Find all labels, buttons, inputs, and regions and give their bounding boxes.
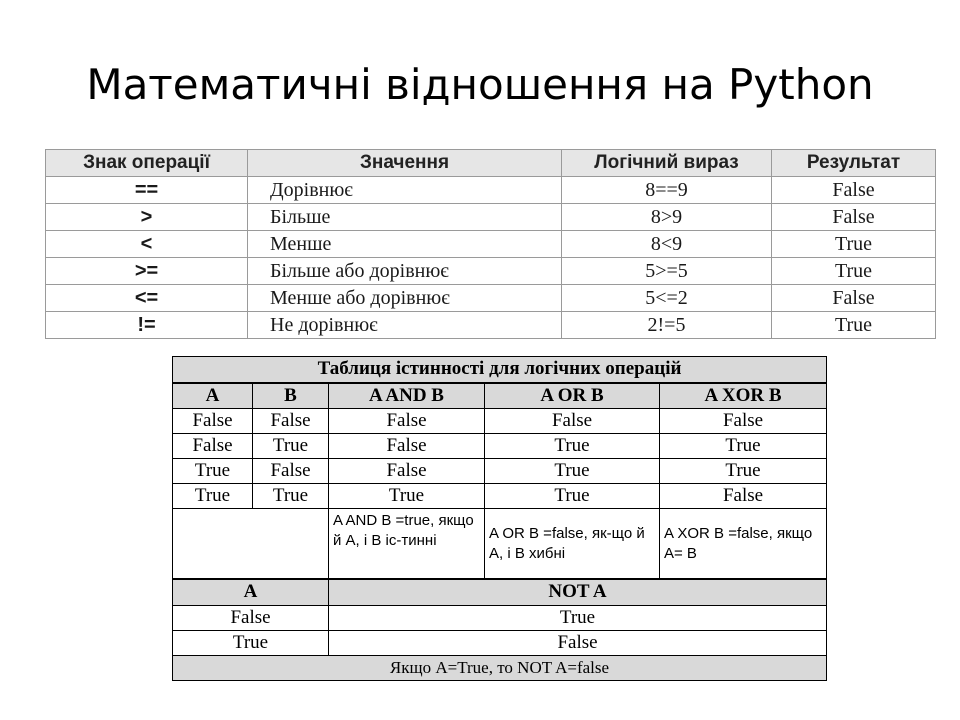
xor-cell: False: [660, 409, 827, 434]
operator-cell: >=: [46, 258, 248, 285]
table-row: [46, 285, 936, 312]
table-row: [46, 312, 936, 339]
column-header-result: Результат: [772, 150, 936, 177]
xor-note: A XOR B =false, якщо A= B: [660, 509, 827, 579]
xor-cell: False: [660, 484, 827, 509]
comparison-operators-table: [45, 149, 936, 339]
operator-cell: !=: [46, 312, 248, 339]
expression-cell: 8<9: [562, 231, 772, 258]
table-row: [46, 177, 936, 204]
a-cell: False: [173, 434, 253, 459]
b-cell: False: [253, 409, 329, 434]
operator-cell: <: [46, 231, 248, 258]
not-a-cell: True: [329, 605, 827, 630]
column-header-or: A OR B: [485, 383, 660, 409]
a-cell: False: [173, 605, 329, 630]
table-row: [173, 434, 827, 459]
operator-cell: <=: [46, 285, 248, 312]
slide-title: Математичні відношення на Python: [86, 60, 874, 109]
table-row: [173, 459, 827, 484]
expression-cell: 8==9: [562, 177, 772, 204]
b-cell: False: [253, 459, 329, 484]
table-row: [173, 484, 827, 509]
or-cell: False: [485, 409, 660, 434]
expression-cell: 2!=5: [562, 312, 772, 339]
or-cell: True: [485, 434, 660, 459]
or-note: A OR B =false, як-що й A, і B хибні: [485, 509, 660, 579]
not-a-cell: False: [329, 630, 827, 655]
expression-cell: 5<=2: [562, 285, 772, 312]
result-cell: True: [772, 231, 936, 258]
operator-cell: >: [46, 204, 248, 231]
a-cell: True: [173, 484, 253, 509]
result-cell: False: [772, 177, 936, 204]
meaning-cell: Більше або дорівнює: [248, 258, 562, 285]
meaning-cell: Не дорівнює: [248, 312, 562, 339]
meaning-cell: Менше: [248, 231, 562, 258]
column-header-operator: Знак операції: [46, 150, 248, 177]
column-header-xor: A XOR B: [660, 383, 827, 409]
or-cell: True: [485, 484, 660, 509]
not-header-row: [173, 579, 827, 605]
b-cell: True: [253, 434, 329, 459]
b-cell: True: [253, 484, 329, 509]
truth-table-title: Таблиця істинності для логічних операцій: [173, 357, 827, 383]
meaning-cell: Менше або дорівнює: [248, 285, 562, 312]
operator-cell: ==: [46, 177, 248, 204]
result-cell: True: [772, 258, 936, 285]
table-row: [46, 258, 936, 285]
and-cell: False: [329, 459, 485, 484]
truth-table: [172, 356, 827, 681]
meaning-cell: Дорівнює: [248, 177, 562, 204]
table-row: [173, 409, 827, 434]
meaning-cell: Більше: [248, 204, 562, 231]
result-cell: True: [772, 312, 936, 339]
column-header-and: A AND B: [329, 383, 485, 409]
table-row: [46, 231, 936, 258]
and-cell: False: [329, 409, 485, 434]
result-cell: False: [772, 285, 936, 312]
column-header-meaning: Значення: [248, 150, 562, 177]
result-cell: False: [772, 204, 936, 231]
notes-row: [173, 509, 827, 579]
table-row: [173, 630, 827, 655]
xor-cell: True: [660, 434, 827, 459]
a-cell: True: [173, 459, 253, 484]
xor-cell: True: [660, 459, 827, 484]
column-header-b: B: [253, 383, 329, 409]
truth-table-header-row: [173, 383, 827, 409]
and-cell: True: [329, 484, 485, 509]
table-row: [46, 204, 936, 231]
and-note: A AND B =true, якщо й A, і B іс-тинні: [329, 509, 485, 579]
expression-cell: 5>=5: [562, 258, 772, 285]
column-header-expression: Логічний вираз: [562, 150, 772, 177]
not-column-header-not-a: NOT A: [329, 579, 827, 605]
and-cell: False: [329, 434, 485, 459]
a-cell: False: [173, 409, 253, 434]
empty-cell: [173, 509, 329, 579]
column-header-a: A: [173, 383, 253, 409]
table-row: [173, 605, 827, 630]
table-header-row: [46, 150, 936, 177]
expression-cell: 8>9: [562, 204, 772, 231]
truth-table-footer: Якщо A=True, то NOT A=false: [173, 655, 827, 680]
not-column-header-a: A: [173, 579, 329, 605]
or-cell: True: [485, 459, 660, 484]
a-cell: True: [173, 630, 329, 655]
